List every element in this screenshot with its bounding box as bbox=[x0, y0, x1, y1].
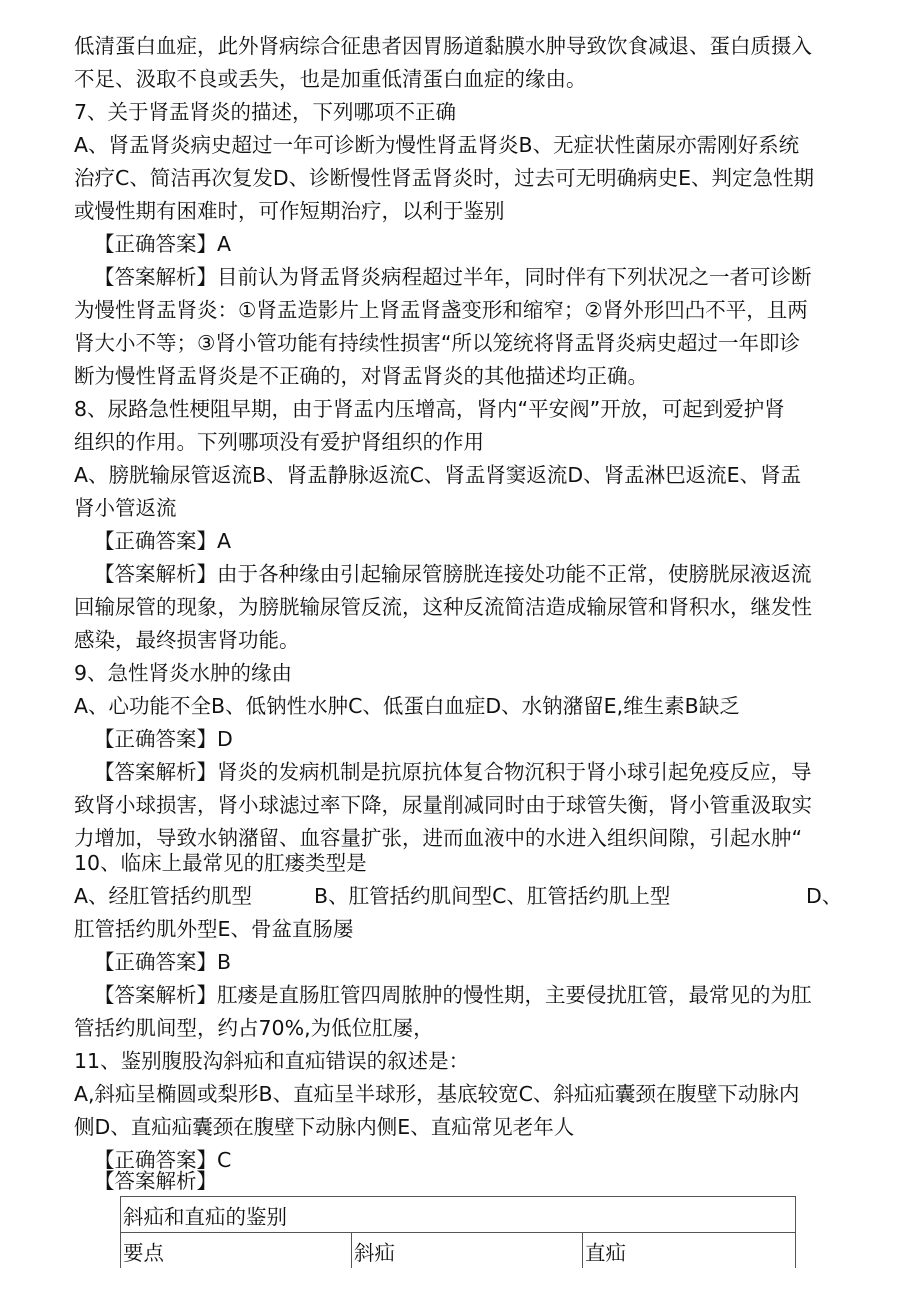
hernia-comparison-table bbox=[120, 1196, 796, 1268]
question-10-explanation: 【答案解析】肛瘘是直肠肛管四周脓肿的慢性期，主要侵扰肛管，最常见的为肛 bbox=[94, 983, 812, 1007]
question-10-title: 10、临床上最常见的肛瘘类型是 bbox=[74, 851, 367, 875]
question-8-options: 肾小管返流 bbox=[74, 496, 177, 520]
table-header-row bbox=[121, 1233, 796, 1269]
question-10-answer: 【正确答案】B bbox=[94, 950, 232, 974]
option-b-c: B、肛管括约肌间型C、肛管括约肌上型 bbox=[314, 884, 671, 908]
question-10-options bbox=[74, 880, 852, 913]
question-11-answer: 【正确答案】C bbox=[94, 1148, 232, 1172]
question-11-options: 侧D、直疝疝囊颈在腹壁下动脉内侧E、直疝常见老年人 bbox=[74, 1115, 575, 1139]
table-title: 斜疝和直疝的鉴别 bbox=[121, 1197, 796, 1233]
option-a: A、经肛管括约肌型 bbox=[74, 884, 253, 908]
question-8-title: 组织的作用。下列哪项没有爱护肾组织的作用 bbox=[74, 430, 484, 454]
question-8-title: 8、尿路急性梗阻早期，由于肾盂内压增高，肾内“平安阀”开放，可起到爱护肾 bbox=[74, 397, 785, 421]
table-header-cell: 要点 bbox=[121, 1233, 352, 1269]
question-8-explanation: 回输尿管的现象，为膀胱输尿管反流，这种反流简洁造成输尿管和肾积水，继发性 bbox=[74, 595, 812, 619]
question-8-explanation: 感染，最终损害肾功能。 bbox=[74, 628, 300, 652]
question-7-explanation: 肾大小不等；③肾小管功能有持续性损害“所以笼统将肾盂肾炎病史超过一年即诊 bbox=[74, 331, 800, 355]
question-7-options: 或慢性期有困难时，可作短期治疗，以利于鉴别 bbox=[74, 199, 505, 223]
question-10-options: 肛管括约肌外型E、骨盆直肠屡 bbox=[74, 917, 354, 941]
question-9-explanation: 【答案解析】肾炎的发病机制是抗原抗体复合物沉积于肾小球引起免疫反应，导 bbox=[94, 760, 812, 784]
question-8-explanation: 【答案解析】由于各种缘由引起输尿管膀胱连接处功能不正常，使膀胱尿液返流 bbox=[94, 562, 812, 586]
question-7-explanation: 断为慢性肾盂肾炎是不正确的，对肾盂肾炎的其他描述均正确。 bbox=[74, 364, 648, 388]
question-7-answer: 【正确答案】A bbox=[94, 232, 232, 256]
question-7-explanation: 【答案解析】目前认为肾盂肾炎病程超过半年，同时伴有下列状况之一者可诊断 bbox=[94, 265, 812, 289]
question-8-options: A、膀胱输尿管返流B、肾盂静脉返流C、肾盂肾窦返流D、肾盂淋巴返流E、肾盂 bbox=[74, 463, 802, 487]
question-9-explanation: 力增加，导致水钠潴留、血容量扩张，进而血液中的水进入组织间隙，引起水肿“ bbox=[74, 826, 803, 850]
question-9-explanation: 致肾小球损害，肾小球滤过率下降，尿量削减同时由于球管失衡，肾小管重汲取实 bbox=[74, 793, 812, 817]
question-9-answer: 【正确答案】D bbox=[94, 727, 233, 751]
table-title-row bbox=[121, 1197, 796, 1233]
table-header-cell: 直疝 bbox=[583, 1233, 796, 1269]
text-line: 低清蛋白血症，此外肾病综合征患者因胃肠道黏膜水肿导致饮食减退、蛋白质摄入 bbox=[74, 34, 812, 58]
table-header-cell: 斜疝 bbox=[352, 1233, 583, 1269]
question-7-options: A、肾盂肾炎病史超过一年可诊断为慢性肾盂肾炎B、无症状性菌尿亦需刚好系统 bbox=[74, 133, 800, 157]
text-line: 不足、汲取不良或丢失，也是加重低清蛋白血症的缘由。 bbox=[74, 67, 587, 91]
question-7-explanation: 为慢性肾盂肾炎：①肾盂造影片上肾盂肾盏变形和缩窄；②肾外形凹凸不平，且两 bbox=[74, 298, 808, 322]
question-7-options: 治疗C、简洁再次复发D、诊断慢性肾盂肾炎时，过去可无明确病史E、判定急性期 bbox=[74, 166, 815, 190]
question-7-title: 7、关于肾盂肾炎的描述，下列哪项不正确 bbox=[74, 100, 457, 124]
question-9-options: A、心功能不全B、低钠性水肿C、低蛋白血症D、水钠潴留E,维生素B缺乏 bbox=[74, 694, 740, 718]
question-11-explanation: 【答案解析】 bbox=[94, 1169, 217, 1193]
question-8-answer: 【正确答案】A bbox=[94, 529, 232, 553]
question-11-options: A,斜疝呈椭圆或梨形B、直疝呈半球形，基底较宽C、斜疝疝囊颈在腹壁下动脉内 bbox=[74, 1082, 800, 1106]
question-11-title: 11、鉴别腹股沟斜疝和直疝错误的叙述是： bbox=[74, 1049, 470, 1073]
option-d: D、 bbox=[806, 884, 843, 908]
question-10-explanation: 管括约肌间型，约占70%,为低位肛屡， bbox=[74, 1016, 434, 1040]
question-9-title: 9、急性肾炎水肿的缘由 bbox=[74, 661, 293, 685]
